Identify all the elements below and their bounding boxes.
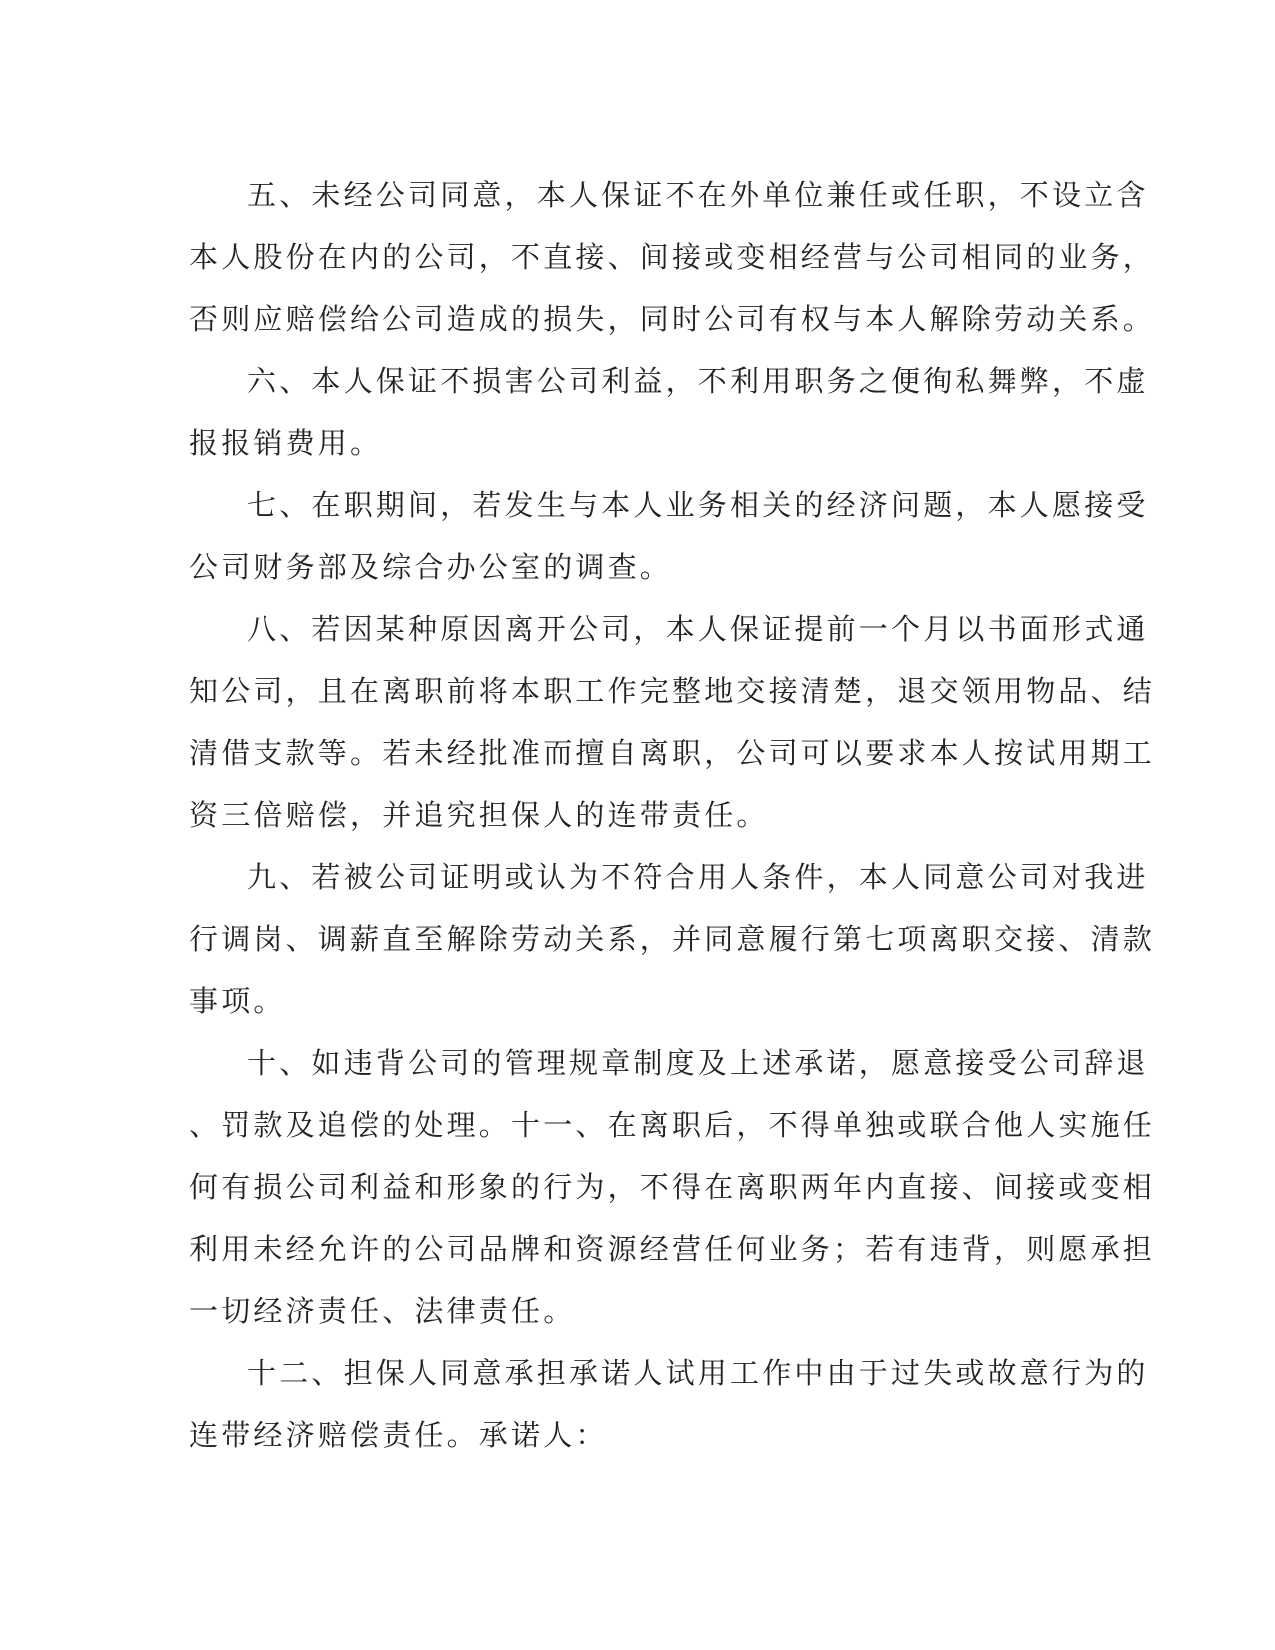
paragraph-clause-10-11 [189, 1032, 1156, 1342]
text-line: 清借支款等。若未经批准而擅自离职，公司可以要求本人按试用期工 [189, 736, 1156, 770]
text-line: 十、如违背公司的管理规章制度及上述承诺，愿意接受公司辞退 [247, 1046, 1149, 1080]
paragraph-clause-9 [189, 846, 1156, 1032]
text-line: 知公司，且在离职前将本职工作完整地交接清楚，退交领用物品、结 [189, 674, 1156, 708]
text-line: 七、在职期间，若发生与本人业务相关的经济问题，本人愿接受 [247, 488, 1149, 522]
text-line: 报报销费用。 [189, 426, 383, 460]
text-line: 八、若因某种原因离开公司，本人保证提前一个月以书面形式通 [247, 612, 1149, 646]
text-line: 公司财务部及综合办公室的调查。 [189, 550, 673, 584]
paragraph-clause-8 [189, 598, 1156, 846]
text-line: 、罚款及追偿的处理。十一、在离职后，不得单独或联合他人实施任 [189, 1108, 1156, 1142]
text-line: 行调岗、调薪直至解除劳动关系，并同意履行第七项离职交接、清款 [189, 922, 1156, 956]
text-line: 九、若被公司证明或认为不符合用人条件，本人同意公司对我进 [247, 860, 1149, 894]
paragraph-clause-6 [189, 350, 1149, 474]
text-line: 资三倍赔偿，并追究担保人的连带责任。 [189, 798, 769, 832]
paragraph-clause-7 [189, 474, 1149, 598]
document-body [189, 164, 1156, 1466]
text-line: 连带经济赔偿责任。承诺人： [189, 1418, 608, 1452]
text-line: 本人股份在内的公司，不直接、间接或变相经营与公司相同的业务， [189, 240, 1156, 274]
text-line: 六、本人保证不损害公司利益，不利用职务之便徇私舞弊，不虚 [247, 364, 1149, 398]
text-line: 否则应赔偿给公司造成的损失，同时公司有权与本人解除劳动关系。 [189, 302, 1156, 336]
text-line: 一切经济责任、法律责任。 [189, 1294, 576, 1328]
text-line: 利用未经允许的公司品牌和资源经营任何业务；若有违背，则愿承担 [189, 1232, 1156, 1266]
paragraph-clause-12 [189, 1342, 1149, 1466]
text-line: 何有损公司利益和形象的行为，不得在离职两年内直接、间接或变相 [189, 1170, 1156, 1204]
text-line: 事项。 [189, 984, 286, 1018]
text-line: 十二、担保人同意承担承诺人试用工作中由于过失或故意行为的 [247, 1356, 1149, 1390]
text-line: 五、未经公司同意，本人保证不在外单位兼任或任职，不设立含 [247, 178, 1149, 212]
paragraph-clause-5 [189, 164, 1156, 350]
